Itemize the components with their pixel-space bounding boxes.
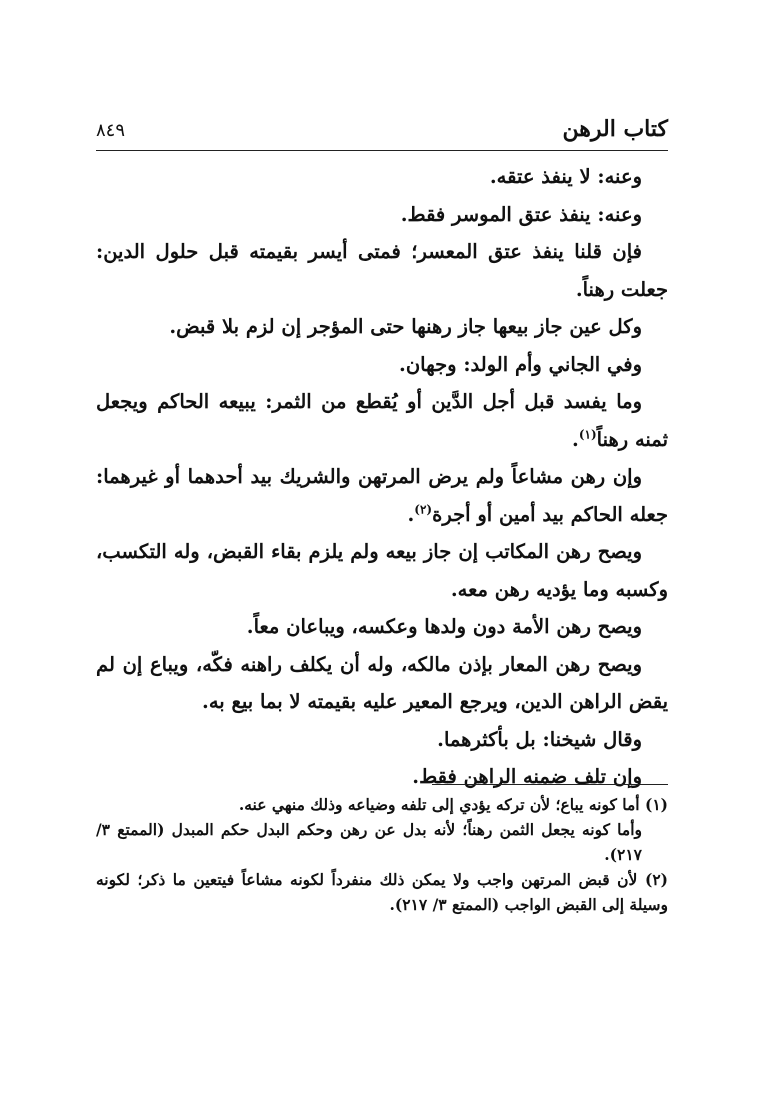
footnote-marker: (٢) <box>644 870 668 889</box>
paragraph-10: ويصح رهن المعار بإذن مالكه، وله أن يكلف راهنه فكّه، ويباع إن لم يقض الراهن الدين، ويرجع المعير عليه بقيمته لا بما بيع به. <box>96 652 668 713</box>
footnote-text: لأن قبض المرتهن واجب ولا يمكن ذلك منفرداً لكونه مشاعاً فيتعين ما ذكر؛ لكونه وسيلة إلى القبض الواجب (الممتع ٣/ ٢١٧). <box>96 870 668 914</box>
footnote-ref-2[interactable]: (٢) <box>414 502 433 516</box>
footnote-1 <box>96 792 668 817</box>
running-header <box>96 116 668 148</box>
header-rule <box>96 150 668 151</box>
paragraph-7: وإن رهن مشاعاً ولم يرض المرتهن والشريك بيد أحدهما أو غيرهما: جعله الحاكم بيد أمين أو أجرة$^{(٢)}$. <box>96 465 668 526</box>
paragraph-3: فإن قلنا ينفذ عتق المعسر؛ فمتى أيسر بقيمته قبل حلول الدين: جعلت رهناً. <box>96 240 668 301</box>
paragraph-5: وفي الجاني وأم الولد: وجهان. <box>399 352 642 376</box>
footnote-separator <box>432 784 668 785</box>
paragraph-8: ويصح رهن المكاتب إن جاز بيعه ولم يلزم بقاء القبض، وله التكسب، وكسبه وما يؤديه رهن معه. <box>96 540 668 601</box>
paragraph-11: وقال شيخنا: بل بأكثرهما. <box>437 727 642 751</box>
paragraph-1: وعنه: لا ينفذ عتقه. <box>489 165 642 188</box>
paragraph-9: ويصح رهن الأمة دون ولدها وعكسه، ويباعان معاً. <box>246 615 642 638</box>
paragraph-4: وكل عين جاز بيعها جاز رهنها حتى المؤجر إن لزم بلا قبض. <box>169 315 642 338</box>
footnote-text: أما كونه يباع؛ لأن تركه يؤدي إلى تلفه وضياعه وذلك منهي عنه. <box>238 795 640 814</box>
paragraph-2: وعنه: ينفذ عتق الموسر فقط. <box>400 202 642 226</box>
chapter-title: كتاب الرهن <box>562 116 668 142</box>
page-number: ٨٤٩ <box>96 120 126 141</box>
paragraph-6: وما يفسد قبل أجل الدَّين أو يُقطع من الثمر: يبيعه الحاكم ويجعل ثمنه رهناً$^{(١)}$. <box>96 390 668 451</box>
footnote-2 <box>96 867 668 917</box>
book-page <box>96 112 668 992</box>
footnote-ref-1[interactable]: (١) <box>578 427 597 441</box>
main-text <box>96 158 668 796</box>
footnote-marker: (١) <box>644 795 668 814</box>
footnote-1-continuation: وأما كونه يجعل الثمن رهناً؛ لأنه بدل عن رهن وحكم البدل حكم المبدل (الممتع ٣/ ٢١٧). <box>96 820 642 864</box>
footnotes <box>96 792 668 917</box>
paragraph-12: وإن تلف ضمنه الراهن فقط. <box>412 765 642 788</box>
